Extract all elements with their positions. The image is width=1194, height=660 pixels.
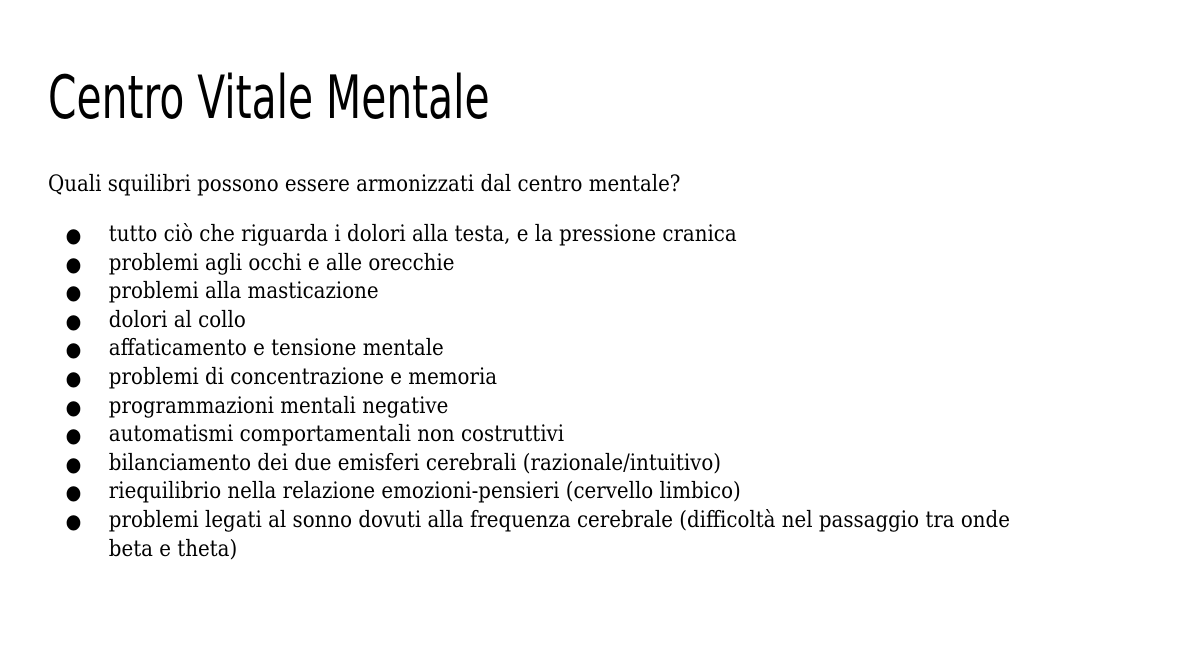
- bullet-icon: ●: [65, 423, 82, 448]
- list-item-text: riequilibrio nella relazione emozioni-pensieri (cervello limbico): [108, 479, 741, 505]
- bullet-icon: ●: [65, 508, 82, 533]
- bullet-icon: ●: [65, 337, 82, 362]
- list-item: [62, 335, 1142, 364]
- list-item: [62, 307, 1142, 336]
- list-item-text: programmazioni mentali negative: [108, 393, 449, 419]
- list-item-text: automatismi comportamentali non costruttivi: [108, 422, 565, 448]
- list-item: [62, 364, 1142, 393]
- bullet-icon: ●: [65, 308, 82, 333]
- bullet-icon: ●: [65, 394, 82, 419]
- list-item-text-continuation: beta e theta): [108, 536, 238, 562]
- list-item: [62, 221, 1142, 250]
- list-item-text: problemi legati al sonno dovuti alla frequenza cerebrale (difficoltà nel passaggio tra onde: [108, 507, 1010, 533]
- bullet-icon: ●: [65, 251, 82, 276]
- bullet-icon: ●: [65, 280, 82, 305]
- list-item-text: problemi di concentrazione e memoria: [108, 364, 498, 390]
- list-item: [62, 478, 1142, 507]
- list-item: [62, 421, 1142, 450]
- bullet-icon: ●: [65, 365, 82, 390]
- bullet-icon: ●: [65, 223, 82, 247]
- list-item: [62, 250, 1142, 279]
- list-item-text: affaticamento e tensione mentale: [108, 336, 444, 362]
- slide-title: Centro Vitale Mentale: [48, 63, 490, 133]
- intro-question: Quali squilibri possono essere armonizzati dal centro mentale?: [48, 172, 681, 197]
- list-item: [62, 278, 1142, 307]
- list-item: [62, 507, 1142, 564]
- list-item-text: tutto ciò che riguarda i dolori alla testa, e la pressione cranica: [108, 222, 737, 247]
- bullet-icon: ●: [65, 451, 82, 476]
- bullet-list: [62, 221, 1142, 564]
- list-item-text: problemi agli occhi e alle orecchie: [108, 250, 455, 276]
- list-item: [62, 450, 1142, 479]
- list-item-text: dolori al collo: [108, 307, 246, 333]
- list-item-text: bilanciamento dei due emisferi cerebrali (razionale/intuitivo): [108, 450, 722, 476]
- bullet-icon: ●: [65, 480, 82, 505]
- list-item: [62, 393, 1142, 422]
- list-item-text: problemi alla masticazione: [108, 279, 379, 305]
